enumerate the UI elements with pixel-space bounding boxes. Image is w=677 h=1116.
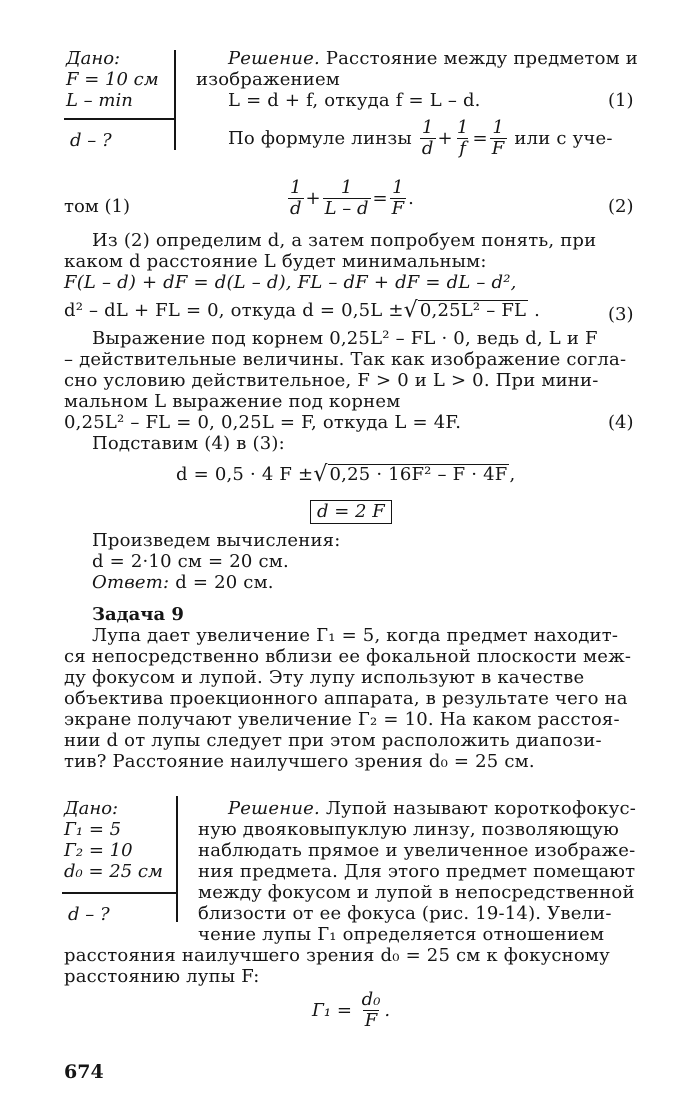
given9-divider [62, 892, 178, 894]
problem-9-line-5: экране получают увеличение Г₂ = 10. На каком расстоя- [64, 709, 620, 730]
answer-line: Ответ: d = 20 см. [92, 572, 274, 593]
equation-1-number: (1) [608, 90, 634, 111]
given-f: F = 10 см [66, 69, 159, 90]
given9-vertical-rule [176, 796, 178, 922]
given9-d0: d₀ = 25 см [64, 861, 163, 882]
para-line-3: F(L – d) + dF = d(L – d), FL – dF + dF = dL – d², [64, 272, 517, 293]
equation-5: d = 0,5 · 4 F ± √ 0,25 · 16F² – F · 4F , [176, 462, 516, 487]
given-find: d – ? [70, 130, 112, 151]
para-line-7: сно условию действительное, F > 0 и L > 0. При мини- [64, 370, 599, 391]
given-vertical-rule [174, 50, 176, 150]
page-number: 674 [64, 1061, 104, 1083]
given9-title: Дано: [64, 798, 119, 819]
tom-1: том (1) [64, 196, 131, 217]
solution9-line-9: расстоянию лупы F: [64, 966, 260, 987]
given-title: Дано: [66, 48, 121, 69]
problem-9-line-4: объектива проекционного аппарата, в результате чего на [64, 688, 628, 709]
solution-line-2: изображением [196, 69, 341, 90]
solution9-line-8: расстояния наилучшего зрения d₀ = 25 см к фокусному [64, 945, 610, 966]
solution9-line-4: ния предмета. Для этого предмет помещают [198, 861, 636, 882]
given-l: L – min [66, 90, 133, 111]
problem-9-line-6: нии d от лупы следует при этом расположить диапози- [64, 730, 602, 751]
solution9-line-1: Решение. Лупой называют короткофокус- [228, 798, 637, 819]
solution9-line-7: чение лупы Г₁ определяется отношением [198, 924, 605, 945]
solution9-line-2: ную двояковыпуклую линзу, позволяющую [198, 819, 619, 840]
equation-magnification: Г₁ = $\frac{\text{d₀}}{F}$ . [312, 989, 391, 1031]
problem-9-line-7: тив? Расстояние наилучшего зрения d₀ = 25 см. [64, 751, 535, 772]
para-line-5: Выражение под корнем 0,25L² – FL · 0, ведь d, L и F [92, 328, 598, 349]
equation-3-number: (3) [608, 304, 634, 325]
given9-g1: Г₁ = 5 [64, 819, 122, 840]
problem-9-line-1: Лупа дает увеличение Г₁ = 5, когда предмет находит- [92, 625, 619, 646]
para-line-6: – действительные величины. Так как изображение согла- [64, 349, 627, 370]
solution9-line-3: наблюдать прямое и увеличенное изображе- [198, 840, 636, 861]
problem-9-line-3: ду фокусом и лупой. Эту лупу используют в качестве [64, 667, 585, 688]
given9-g2: Г₂ = 10 [64, 840, 133, 861]
given-divider [64, 118, 176, 120]
solution9-line-5: между фокусом и лупой в непосредственной [198, 882, 635, 903]
solution9-line-6: близости от ее фокуса (рис. 19-14). Увели- [198, 903, 612, 924]
calc-line-2: d = 2·10 см = 20 см. [92, 551, 289, 572]
para-line-1: Из (2) определим d, а затем попробуем понять, при [92, 230, 597, 251]
para-line-8: мальном L выражение под корнем [64, 391, 401, 412]
equation-2: $\frac{1}{d}$ + $\frac{1}{L - d}$ = $\frac{1}{F}$ . [290, 177, 414, 219]
para-line-10: Подставим (4) в (3): [92, 433, 285, 454]
equation-4-number: (4) [608, 412, 634, 433]
calc-line-1: Произведем вычисления: [92, 530, 341, 551]
lens-formula-line: По формуле линзы $\frac{1}{d}$ + $\frac{1}{f}$ = $\frac{1}{F}$ или с уче- [228, 117, 613, 159]
boxed-result: d = 2 F [310, 500, 392, 524]
para-line-2: каком d расстояние L будет минимальным: [64, 251, 487, 272]
equation-2-number: (2) [608, 196, 634, 217]
equation-3: d² – dL + FL = 0, откуда d = 0,5L ± √ 0,25L² – FL . [64, 298, 541, 323]
problem-9-line-2: ся непосредственно вблизи ее фокальной плоскости меж- [64, 646, 632, 667]
equation-1: L = d + f, откуда f = L – d. [228, 90, 481, 111]
equation-4: 0,25L² – FL = 0, 0,25L = F, откуда L = 4F. [64, 412, 462, 433]
given9-find: d – ? [68, 904, 110, 925]
solution-line-1: Решение. Расстояние между предметом и [228, 48, 638, 69]
problem-9-title: Задача 9 [92, 604, 184, 625]
